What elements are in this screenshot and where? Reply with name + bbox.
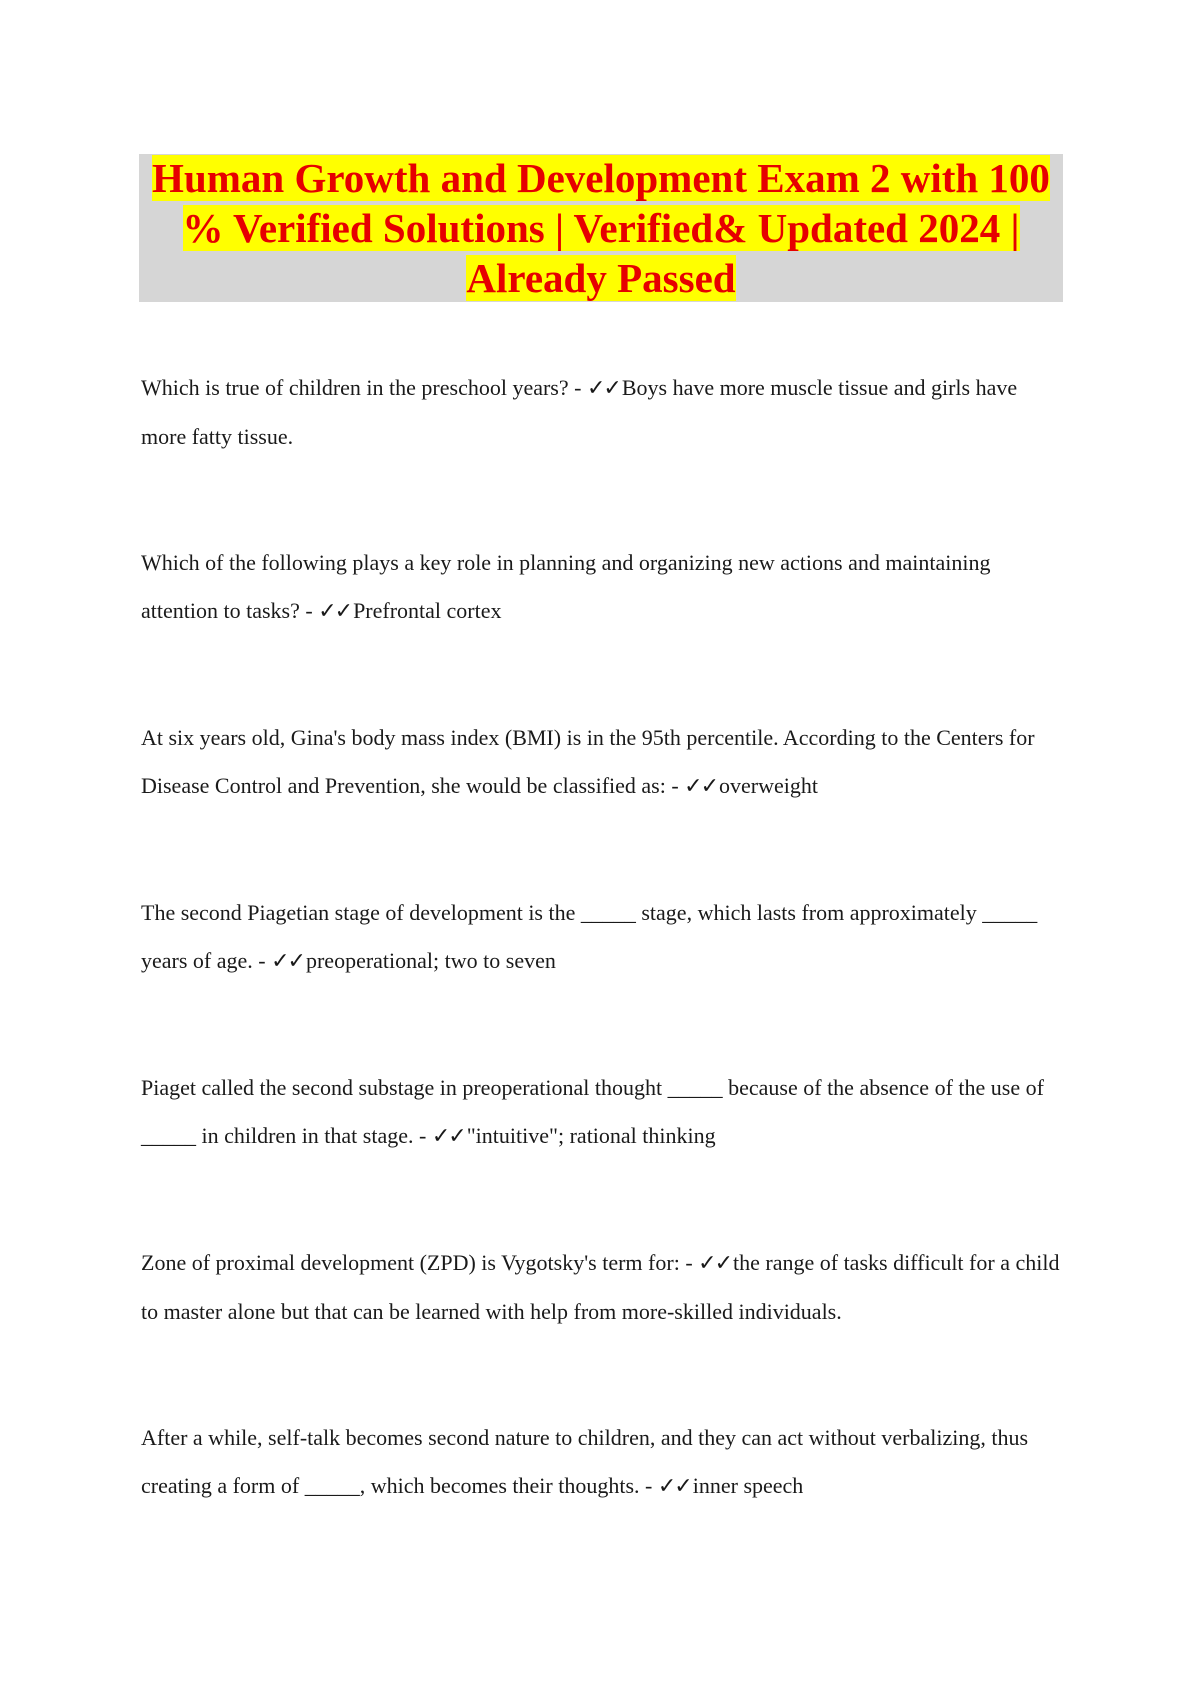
double-check-icon: ✓✓ — [586, 376, 620, 401]
separator: - — [568, 375, 587, 400]
qa-list — [141, 364, 1066, 1589]
title-banner — [139, 154, 1063, 302]
qa-item — [141, 364, 1066, 461]
separator: - — [665, 773, 685, 798]
document-title-text: Human Growth and Development Exam 2 with 100 % Verified Solutions | Verified& Updated 2024 | Already Passed — [152, 155, 1050, 301]
question-text: At six years old, Gina's body mass index (BMI) is in the 95th percentile. According to the Centers for Disease Control and Prevention, she would be classified as: — [141, 725, 1035, 798]
double-check-icon: ✓✓ — [431, 1124, 465, 1149]
double-check-icon: ✓✓ — [318, 599, 352, 624]
question-text: The second Piagetian stage of development is the _____ stage, which lasts from approximately _____ years of age. — [141, 900, 1038, 973]
answer-text: inner speech — [692, 1473, 804, 1498]
qa-item — [141, 889, 1066, 986]
answer-text: Prefrontal cortex — [353, 598, 502, 623]
question-text: Piaget called the second substage in preoperational thought _____ because of the absence of the use of _____ in children in that stage. — [141, 1075, 1044, 1148]
separator: - — [299, 598, 319, 623]
separator: - — [679, 1250, 699, 1275]
question-text: Which of the following plays a key role in planning and organizing new actions and maintaining attention to tasks? — [141, 550, 991, 623]
answer-text: the range of tasks difficult for a child to master alone but that can be learned with help from more-skilled individuals. — [141, 1250, 1060, 1324]
qa-item — [141, 714, 1066, 811]
separator: - — [252, 948, 272, 973]
double-check-icon: ✓✓ — [657, 1474, 691, 1499]
qa-item — [141, 1239, 1066, 1336]
separator: - — [639, 1473, 658, 1498]
answer-text: "intuitive"; rational thinking — [466, 1123, 716, 1148]
question-text: Zone of proximal development (ZPD) is Vygotsky's term for: — [141, 1250, 680, 1275]
double-check-icon: ✓✓ — [271, 949, 304, 974]
qa-item — [141, 1064, 1066, 1161]
qa-item — [141, 539, 1066, 636]
double-check-icon: ✓✓ — [684, 774, 718, 799]
document-title — [139, 153, 1063, 303]
answer-text: Boys have more muscle tissue and girls have more fatty tissue. — [141, 375, 1018, 449]
separator: - — [413, 1123, 432, 1148]
answer-text: preoperational; two to seven — [305, 948, 556, 973]
question-text: Which is true of children in the preschool years? — [141, 375, 569, 400]
double-check-icon: ✓✓ — [698, 1251, 732, 1276]
qa-item — [141, 1414, 1066, 1511]
question-text: After a while, self-talk becomes second nature to children, and they can act without verbalizing, thus creating a form of _____, which becomes their thoughts. — [141, 1425, 1029, 1498]
answer-text: overweight — [719, 773, 819, 798]
